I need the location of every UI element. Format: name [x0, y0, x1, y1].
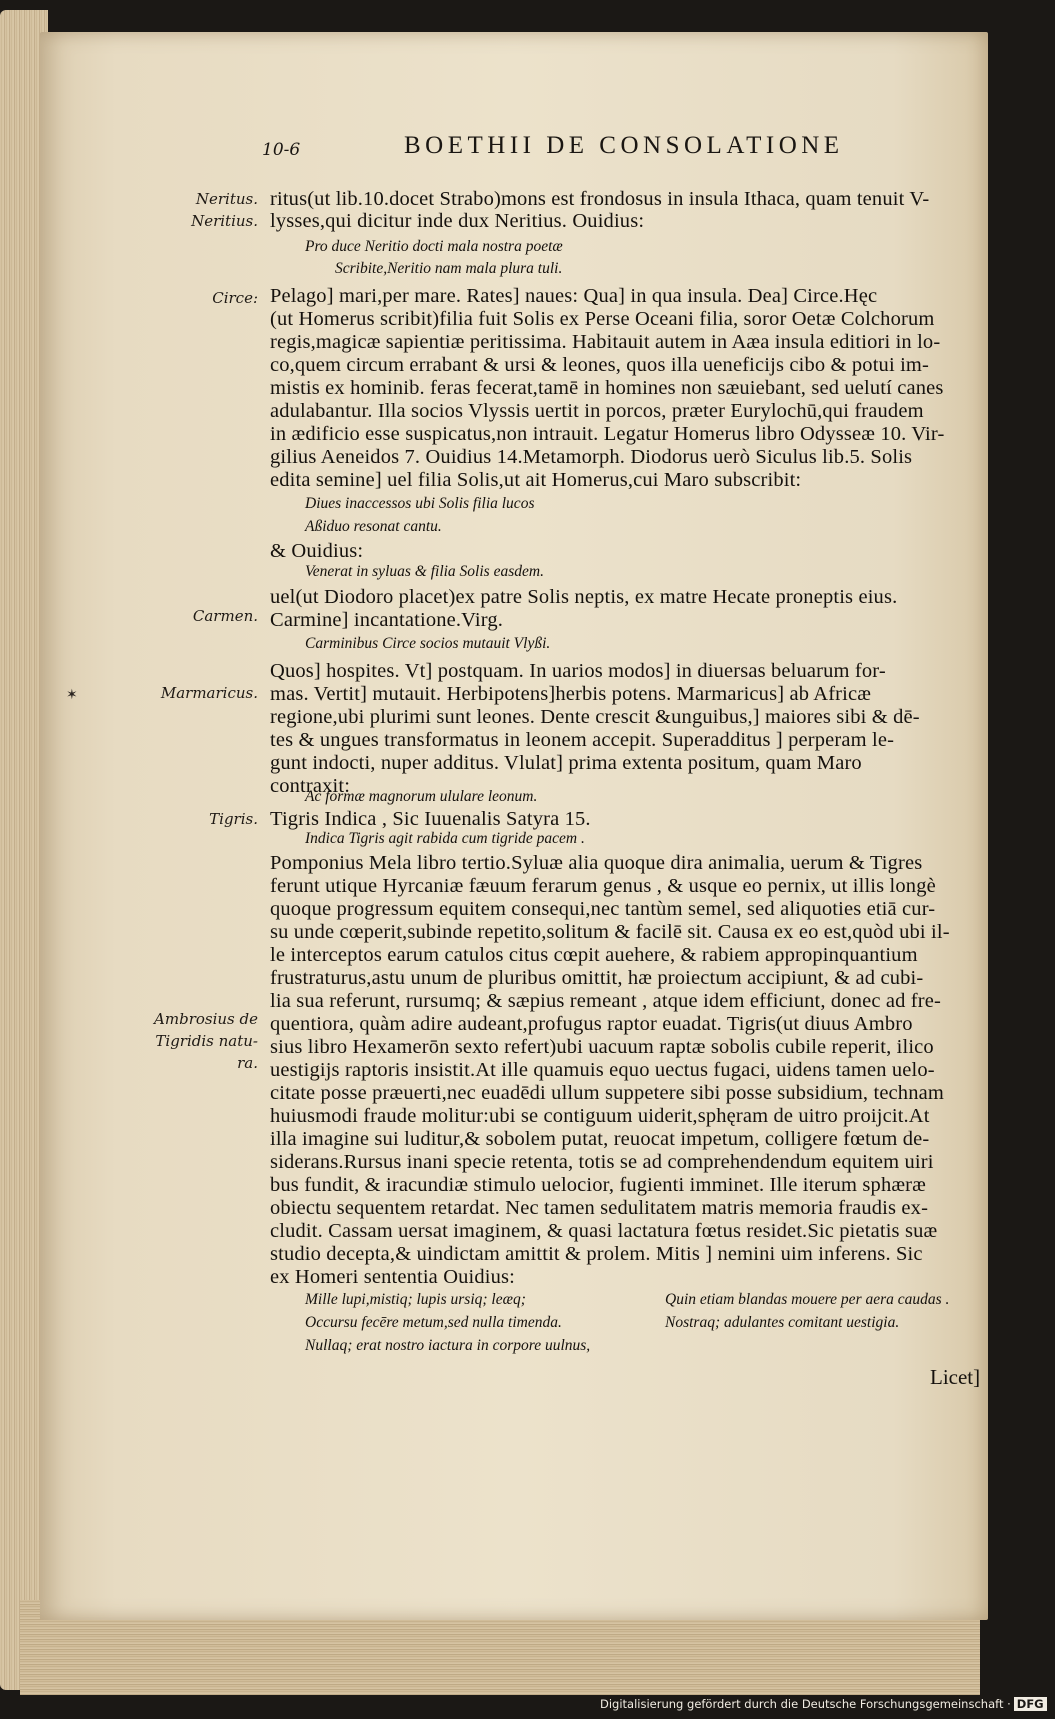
text-line: quentiora, quàm adire audeant,profugus raptor euadat. Tigris(ut diuus Ambro: [270, 1013, 913, 1035]
margin-note: Tigris.: [209, 810, 258, 828]
verse-line: Pro duce Neritio docti mala nostra poetæ: [305, 238, 563, 255]
margin-note: ra.: [237, 1054, 258, 1072]
verse-line: Mille lupi,mistiq; lupis ursiq; leæq;: [305, 1291, 526, 1308]
text-line: cludit. Cassam uersat imaginem, & quasi lactatura fœtus residet.Sic pietatis suæ: [270, 1220, 938, 1242]
text-line: Carmine] incantatione.Virg.: [270, 609, 503, 631]
verse-line: Nostraq; adulantes comitant uestigia.: [665, 1314, 900, 1331]
text-line: lia sua referunt, rursumq; & sæpius remeant , atque idem efficiunt, donec ad fre-: [270, 990, 941, 1012]
text-line: mistis ex hominib. feras fecerat,tamē in homines non sæuiebant, sed uelutí canes: [270, 377, 944, 399]
text-line: siderans.Rursus inani specie retenta, totis se ad comprehendendum equitem uiri: [270, 1151, 934, 1173]
margin-note: Carmen.: [192, 607, 258, 625]
catchword: Licet]: [930, 1365, 981, 1389]
text-line: ex Homeri sententia Ouidius:: [270, 1266, 516, 1288]
text-line: gunt indocti, nuper additus. Vlulat] prima extenta positum, quam Maro: [270, 752, 862, 774]
margin-note: Neritus.: [195, 190, 258, 208]
text-line: tes & ungues transformatus in leonem accepit. Superadditus ] perperam le-: [270, 729, 895, 751]
verse-line: Nullaq; erat nostro iactura in corpore uulnus,: [305, 1337, 591, 1354]
text-line: mas. Vertit] mutauit. Herbipotens]herbis potens. Marmaricus] ab Africæ: [270, 683, 872, 705]
text-line: uel(ut Diodoro placet)ex patre Solis neptis, ex matre Hecate proneptis eius.: [270, 586, 898, 608]
running-title: BOETHII DE CONSOLATIONE: [404, 132, 844, 159]
text-line: studio decepta,& uindictam amittit & prolem. Mitis ] nemini uim inferens. Sic: [270, 1243, 923, 1265]
digitization-footer: [600, 1697, 1047, 1711]
text-line: frustraturus,astu unum de pluribus omittit, hæ proiectum accipiunt, & ad cubi-: [270, 967, 924, 989]
verse-line: Diues inaccessos ubi Solis filia lucos: [305, 495, 535, 512]
text-line: le interceptos earum catulos citus cœpit auehere, & rabiem appropinquantium: [270, 944, 918, 966]
text-line: gilius Aeneidos 7. Ouidius 14.Metamorph. Diodorus uerò Siculus lib.5. Solis: [270, 446, 913, 468]
verse-line: Venerat in syluas & filia Solis easdem.: [305, 563, 544, 580]
text-line: regis,magicæ sapientiæ peritissima. Habitauit autem in Aæa insula editiori in lo-: [270, 331, 941, 353]
text-line: huiusmodi fraude molitur:ubi se contiguum uiderit,sphęram de uitro proijcit.At: [270, 1105, 930, 1127]
verse-line: Quin etiam blandas mouere per aera caudas .: [665, 1291, 950, 1308]
text-line: ferunt utique Hyrcaniæ fæuum ferarum genus , & usque eo pernix, ut illis longè: [270, 875, 936, 897]
running-header: [262, 122, 1002, 162]
text-line: lysses,qui dicitur inde dux Neritius. Ouidius:: [270, 210, 645, 232]
margin-note: Neritius.: [191, 212, 258, 230]
text-line: in ædificio esse suspicatus,non intrauit. Legatur Homerus libro Odysseæ 10. Vir-: [270, 423, 945, 445]
text-line: Pomponius Mela libro tertio.Syluæ alia quoque dira animalia, uerum & Tigres: [270, 852, 923, 874]
margin-note: Ambrosius de: [154, 1010, 258, 1028]
text-line: ritus(ut lib.10.docet Strabo)mons est frondosus in insula Ithaca, quam tenuit V-: [270, 188, 930, 210]
margin-note: Circe:: [212, 289, 258, 307]
page-number: 10-6: [262, 140, 301, 160]
text-line: su unde cœperit,subinde repetito,solitum & facilē sit. Causa ex eo est,quòd ubi il-: [270, 921, 950, 943]
text-line: & Ouidius:: [270, 540, 364, 562]
footer-text: Digitalisierung gefördert durch die Deutsche Forschungsgemeinschaft ·: [600, 1697, 1011, 1711]
text-line: uestigijs raptoris insistit.At ille quamuis equo uectus fugaci, uidens tamen uelo-: [270, 1059, 935, 1081]
margin-asterisk-mark: ✶: [66, 687, 78, 703]
verse-line: Ac formæ magnorum ululare leonum.: [305, 788, 538, 805]
text-line: Pelago] mari,per mare. Rates] naues: Qua] in qua insula. Dea] Circe.Hęc: [270, 285, 878, 307]
text-line: co,quem circum errabant & ursi & leones, quos illa ueneficijs cibo & potui im-: [270, 354, 929, 376]
verse-line: Scribite,Neritio nam mala plura tuli.: [335, 260, 563, 277]
text-line: quoque progressum equitem consequi,nec tantùm semel, sed aliquoties etiā cur-: [270, 898, 936, 920]
margin-note: Tigridis natu-: [155, 1032, 258, 1050]
text-line: Quos] hospites. Vt] postquam. In uarios modos] in diuersas beluarum for-: [270, 660, 886, 682]
text-line: obiectu sequentem retardat. Nec tamen sedulitatem matris memoria fraudis ex-: [270, 1197, 929, 1219]
verse-line: Aßiduo resonat cantu.: [305, 518, 442, 535]
text-line: Tigris Indica , Sic Iuuenalis Satyra 15.: [270, 808, 591, 830]
text-line: sius libro Hexamerōn sexto refert)ubi uacuum raptæ sobolis cubile reperit, ilico: [270, 1036, 934, 1058]
text-line: adulabantur. Illa socios Vlyssis uertit in porcos, præter Eurylochū,qui fraudem: [270, 400, 924, 422]
margin-note: Marmaricus.: [160, 684, 258, 702]
text-line: contraxit:: [270, 775, 351, 797]
text-line: illa imagine sui luditur,& sobolem putat, reuocat impetum, colligere fœtum de-: [270, 1128, 930, 1150]
verse-line: Carminibus Circe socios mutauit Vlyßi.: [305, 635, 551, 652]
dfg-logo: DFG: [1014, 1697, 1047, 1711]
verse-line: Occursu fecēre metum,sed nulla timenda.: [305, 1314, 562, 1331]
text-line: regione,ubi plurimi sunt leones. Dente crescit &unguibus,] maiores sibi & dē-: [270, 706, 920, 728]
verse-line: Indica Tigris agit rabida cum tigride pacem .: [305, 830, 585, 847]
text-line: bus fundit, & iracundiæ stimulo uelocior, fugienti imminet. Ille iterum sphæræ: [270, 1174, 926, 1196]
text-line: citate posse præuerti,nec euadēdi ullum suppetere sibi posse subsidium, technam: [270, 1082, 944, 1104]
text-line: edita semine] uel filia Solis,ut ait Homerus,cui Maro subscribit:: [270, 469, 802, 491]
text-line: (ut Homerus scribit)filia fuit Solis ex Perse Oceani filia, soror Oetæ Colchorum: [270, 308, 935, 330]
